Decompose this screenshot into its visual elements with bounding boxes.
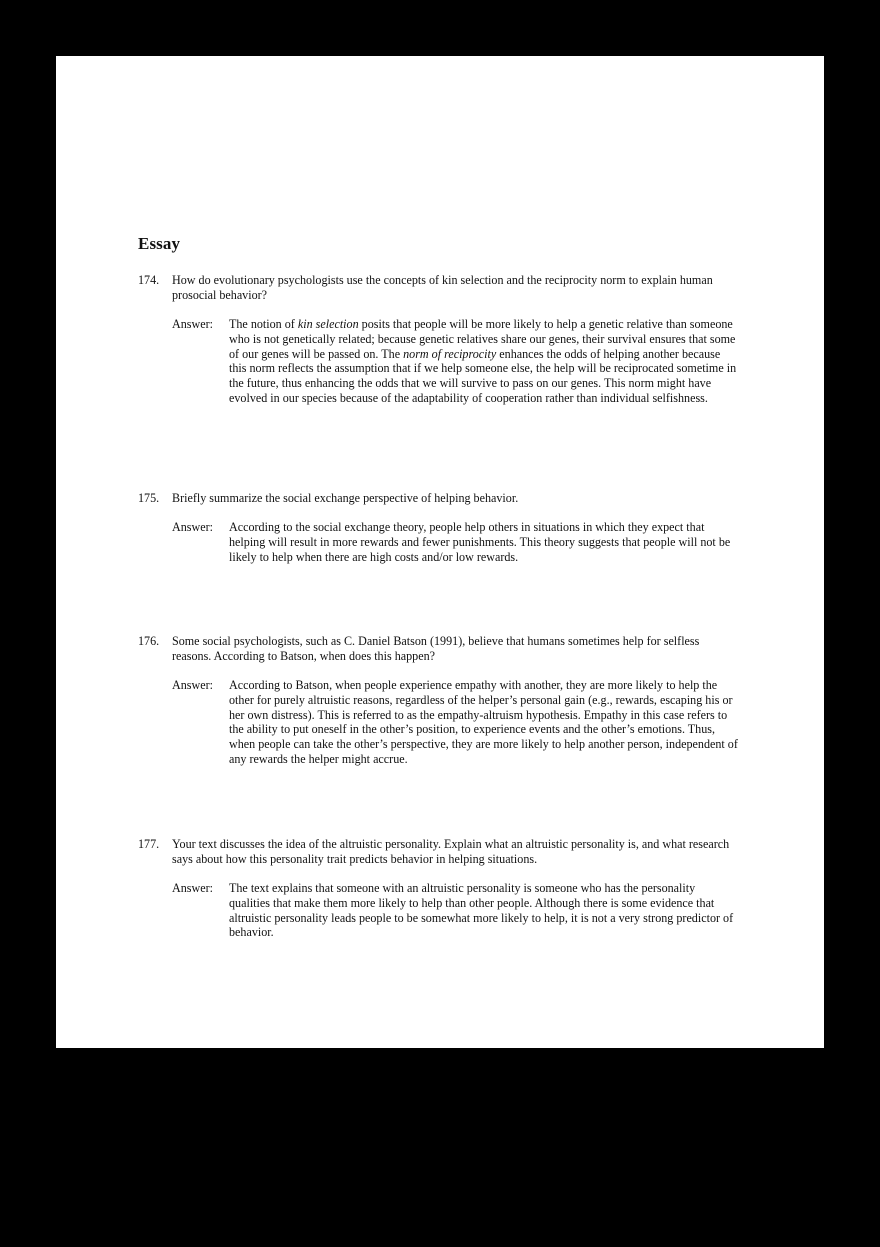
term-norm-of-reciprocity: norm of reciprocity bbox=[403, 346, 497, 361]
question-text: Your text discusses the idea of the altruistic personality. Explain what an altruistic personality is, and what research says about how this personality trait predicts behavior in helping situations. bbox=[172, 837, 730, 866]
answer-row bbox=[138, 881, 738, 940]
question-text: How do evolutionary psychologists use the concepts of kin selection and the reciprocity norm to explain human prosocial behavior? bbox=[172, 273, 713, 302]
answer-text: The text explains that someone with an altruistic personality is someone who has the personality qualities that make them more likely to help than other people. Although there is some evidence that altruistic personality leads people to be somewhat more likely to help, it is not a very strong predictor of behavior. bbox=[229, 881, 734, 940]
question-row bbox=[138, 491, 738, 506]
answer-label: Answer: bbox=[172, 678, 213, 693]
essay-question-174 bbox=[138, 273, 738, 405]
section-heading: Essay bbox=[138, 234, 181, 253]
question-row bbox=[138, 634, 738, 663]
answer-row bbox=[138, 520, 738, 564]
question-number: 176. bbox=[138, 634, 160, 648]
answer-row bbox=[138, 678, 738, 766]
term-kin-selection: kin selection bbox=[297, 317, 359, 332]
question-row bbox=[138, 837, 738, 866]
question-text: Some social psychologists, such as C. Daniel Batson (1991), believe that humans sometimes help for selfless reasons. According to Batson, when does this happen? bbox=[172, 634, 700, 663]
essay-question-175 bbox=[138, 491, 738, 565]
answer-label: Answer: bbox=[172, 317, 213, 332]
answer-text bbox=[229, 317, 738, 405]
answer-text-segment: The notion of bbox=[229, 317, 298, 332]
essay-question-176 bbox=[138, 634, 738, 766]
document-page bbox=[56, 56, 824, 1048]
answer-text: According to the social exchange theory, people help others in situations in which they expect that helping will result in more rewards and fewer punishments. This theory suggests that people will not be likely to help when there are high costs and/or low rewards. bbox=[229, 520, 731, 564]
question-row bbox=[138, 273, 738, 302]
answer-text: According to Batson, when people experience empathy with another, they are more likely to help the other for purely altruistic reasons, regardless of the helper’s personal gain (e.g., rewards, escaping his or her own distress). This is referred to as the empathy-altruism hypothesis. Empathy in this case refers to the ability to put oneself in the other’s position, to experience events and the other’s emotions. Thus, when people can take the other’s perspective, they are more likely to help another person, independent of any rewards the helper might accrue. bbox=[229, 678, 738, 766]
question-text: Briefly summarize the social exchange perspective of helping behavior. bbox=[172, 491, 519, 505]
answer-row bbox=[138, 317, 738, 405]
answer-label: Answer: bbox=[172, 881, 213, 896]
question-number: 177. bbox=[138, 837, 160, 851]
question-number: 174. bbox=[138, 273, 160, 287]
essay-question-177 bbox=[138, 837, 738, 940]
answer-text-segment: posits that people will be more likely to help a genetic relative than someone who is not genetically related; because genetic relatives share our genes, their survival ensures that some of our genes will be passed on. The bbox=[229, 317, 736, 361]
answer-text-segment: enhances the odds of helping another because this norm reflects the assumption that if we help someone else, the help will be reciprocated sometime in the future, thus enhancing the odds that we will survive to pass on our genes. This norm might have evolved in our species because of the adaptability of cooperation rather than individual selfishness. bbox=[229, 346, 737, 405]
answer-label: Answer: bbox=[172, 520, 213, 535]
question-number: 175. bbox=[138, 491, 160, 505]
